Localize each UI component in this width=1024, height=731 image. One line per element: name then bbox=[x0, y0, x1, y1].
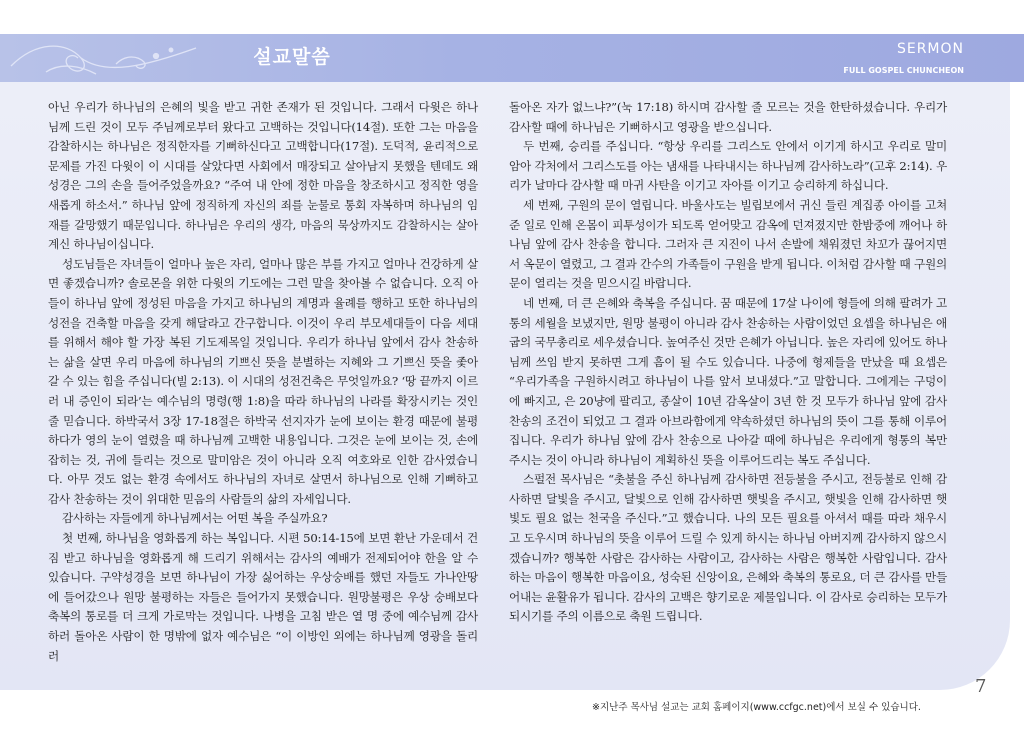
left-text-column bbox=[48, 98, 478, 666]
paragraph: 스펄전 목사님은 “촛불을 주신 하나님께 감사하면 전등불을 주시고, 전등불로 인해 감사하면 달빛을 주시고, 달빛으로 인해 감사하면 햇빛을 주시고, 햇빛을 인해 감사하면 햇빛도 필요 없는 천국을 주신다.”고 했습니다. 나의 모든 필요를 아셔서 때를 따라 채우시고 도우시며 하나님의 뜻을 이루어 드릴 수 있게 하시는 하나님 아버지께 감사하지 않으시겠습니까? 행복한 사람은 감사하는 사람이고, 감사하는 사람은 행복한 사람입니다. 감사하는 마음이 행복한 마음이요, 성숙된 신앙이요, 은혜와 축복의 통로요, 더 큰 감사를 만들어내는 윤활유가 됩니다. 감사의 고백은 향기로운 제물입니다. 이 감사로 승리하는 모두가 되시기를 주의 이름으로 축원 드립니다. bbox=[509, 472, 947, 624]
paragraph: 첫 번째, 하나님을 영화롭게 하는 복입니다. 시편 50:14-15에 보면 환난 가운데서 건짐 받고 하나님을 영화롭게 해 드리기 위해서는 감사의 예배가 전제되어야 한을 알 수 있습니다. 구약성경을 보면 하나님이 가장 싫어하는 우상숭배를 했던 자들도 가나안땅에 들어갔으나 원망 불평하는 자들은 들어가지 못했습니다. 원망불평은 우상 숭배보다 축복의 통로를 더 크게 가로막는 것입니다. 나병을 고침 받은 열 명 중에 예수님께 감사하러 돌아온 사람이 한 명밖에 없자 예수님은 “이 이방인 외에는 하나님께 영광을 돌리러 bbox=[48, 531, 478, 663]
church-name-label: FULL GOSPEL CHUNCHEON bbox=[843, 66, 964, 75]
page-number: 7 bbox=[975, 676, 987, 697]
header-banner bbox=[0, 34, 1024, 82]
paragraph: 아닌 우리가 하나님의 은혜의 빛을 받고 귀한 존재가 된 것입니다. 그래서 다윗은 하나님께 드린 것이 모두 주님께로부터 왔다고 고백하는 것입니다(14절). 또한 그는 마음을 감찰하시는 하나님은 정직한자를 기뻐하신다고 고백합니다(17절). 도덕적, 윤리적으로 문제를 가진 다윗이 이 시대를 살았다면 사회에서 매장되고 살아남지 못했을 텐데도 왜 성경은 그의 손을 들어주었을까요? “주여 내 안에 정한 마음을 창조하시고 정직한 영을 새롭게 하소서.” 하나님 앞에 정직하게 자신의 죄를 눈물로 통회 자복하며 하나님의 임재를 갈망했기 때문입니다. 하나님은 우리의 생각, 마음의 묵상까지도 감찰하시는 살아계신 하나님이십니다. bbox=[48, 100, 478, 252]
paragraph: 돌아온 자가 없느냐?”(눅 17:18) 하시며 감사할 줄 모르는 것을 한탄하셨습니다. 우리가 감사할 때에 하나님은 기뻐하시고 영광을 받으십니다. bbox=[509, 100, 947, 134]
footnote: ※지난주 목사님 설교는 교회 홈페이지(www.ccfgc.net)에서 보실 수 있습니다. bbox=[592, 702, 921, 713]
sermon-label: SERMON bbox=[896, 41, 964, 57]
paragraph: 세 번째, 구원의 문이 열립니다. 바울사도는 빌립보에서 귀신 들린 계집종 아이를 고쳐준 일로 인해 온몸이 피투성이가 되도록 얻어맞고 감옥에 던져졌지만 한밤중에 깨어나 하나님 앞에 감사 찬송을 합니다. 그러자 큰 지진이 나서 손발에 채워졌던 차꼬가 끊어지면서 옥문이 열렸고, 그 결과 간수의 가족들이 구원을 받게 됩니다. 이처럼 감사할 때 구원의 문이 열리는 것을 믿으시길 바랍니다. bbox=[509, 197, 947, 291]
paragraph: 두 번째, 승리를 주십니다. “항상 우리를 그리스도 안에서 이기게 하시고 우리로 말미암아 각처에서 그리스도를 아는 냄새를 나타내시는 하나님께 감사하노라”(고후 2:14). 우리가 날마다 감사할 때 마귀 사탄을 이기고 자아를 이기고 승리하게 하십니다. bbox=[509, 139, 947, 193]
paragraph: 성도님들은 자녀들이 얼마나 높은 자리, 얼마나 많은 부를 가지고 얼마나 건강하게 살면 좋겠습니까? 솔로몬을 위한 다윗의 기도에는 그런 말을 찾아볼 수 없습니다. 오직 아들이 하나님 앞에 정성된 마음을 가지고 하나님의 계명과 율례를 행하고 또한 하나님의 성전을 건축할 마음을 갖게 해달라고 간구합니다. 이것이 우리 부모세대들이 다음 세대를 위해서 해야 할 가장 복된 기도제목일 것입니다. 우리가 하나님 앞에서 감사 찬송하는 삶을 살면 우리 마음에 하나님의 기쁘신 뜻을 분별하는 지혜와 그 기쁘신 뜻을 좇아갈 수 있는 힘을 주십니다(빌 2:13). 이 시대의 성전건축은 무엇일까요? ‘땅 끝까지 이르러 내 증인이 되라’는 예수님의 명령(행 1:8)을 따라 하나님의 나라를 확장시키는 것인 줄 믿습니다. 하박국서 3장 17-18절은 하박국 선지자가 눈에 보이는 환경 때문에 불평하다가 영의 눈이 열렸을 때 하나님께 고백한 내용입니다. 그것은 눈에 보이는 것, 손에 잡히는 것, 귀에 들리는 것으로 말미암은 것이 아니라 오직 여호와로 인한 감사였습니다. 아무 것도 없는 환경 속에서도 하나님의 자녀로 살면서 하나님으로 인해 기뻐하고 감사 찬송하는 것이 위대한 믿음의 사람들의 삶의 자세입니다. bbox=[48, 256, 478, 506]
paragraph: 감사하는 자들에게 하나님께서는 어떤 복을 주실까요? bbox=[62, 511, 328, 526]
swirl-ornament-icon bbox=[6, 36, 206, 80]
section-title: 설교말씀 bbox=[253, 46, 331, 68]
right-text-column bbox=[509, 98, 947, 627]
paragraph: 네 번째, 더 큰 은혜와 축복을 주십니다. 꿈 때문에 17살 나이에 형들에 의해 팔려가 고통의 세월을 보냈지만, 원망 불평이 아니라 감사 찬송하는 사람이었던 요셉을 하나님은 애굽의 국무총리로 세우셨습니다. 높여주신 것만 은혜가 아닙니다. 높은 자리에 있어도 하나님께 쓰임 받지 못하면 그게 흠이 될 수도 있습니다. 나중에 형제들을 만났을 때 요셉은 “우리가족을 구원하시려고 하나님이 나를 앞서 보내셨다.”고 말합니다. 그에게는 구덩이에 빠지고, 은 20냥에 팔리고, 종살이 10년 감옥살이 3년 한 것 모두가 하나님 앞에 감사 찬송의 조건이 되었고 그 결과 아브라함에게 약속하셨던 하나님의 뜻이 그를 통해 이루어집니다. 우리가 하나님 앞에 감사 찬송으로 나아갈 때에 하나님은 우리에게 형통의 복만 주시는 것이 아니라 하나님이 계획하신 뜻을 이루어드리는 복도 주십니다. bbox=[509, 295, 947, 467]
